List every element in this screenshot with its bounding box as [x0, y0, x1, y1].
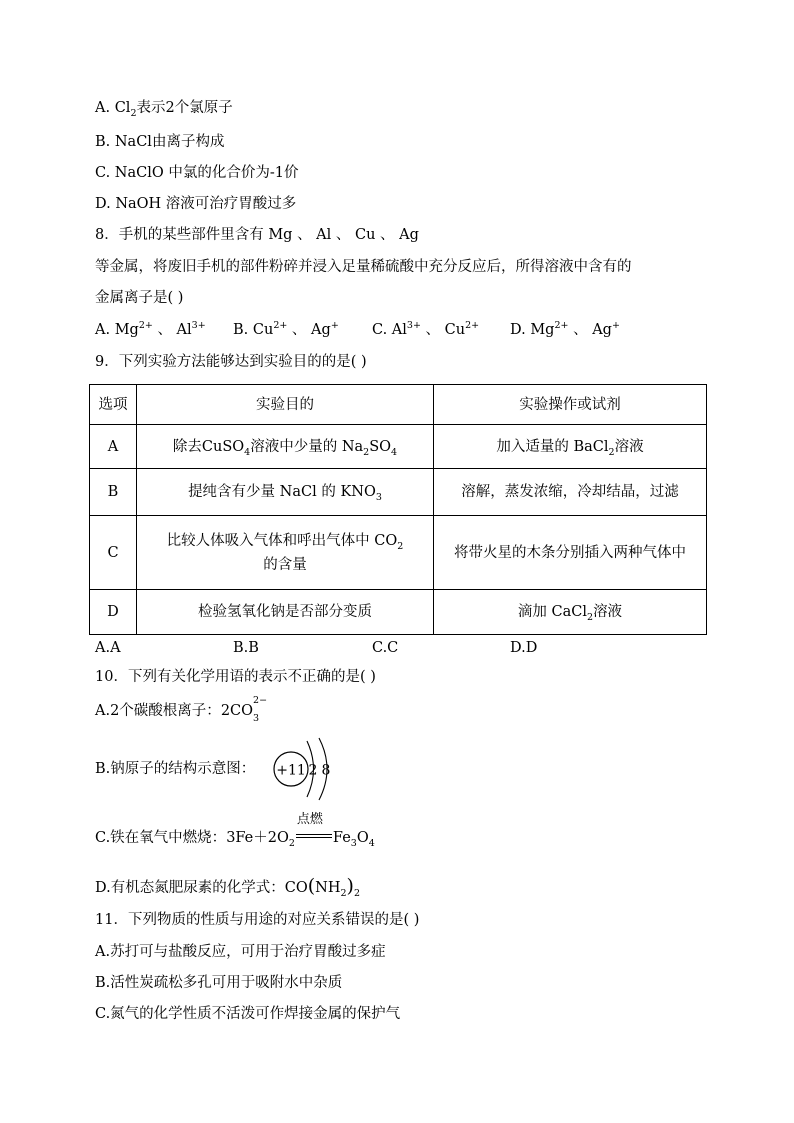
header-purpose: 实验目的	[137, 385, 434, 425]
row-c-purpose: 比较人体吸入气体和呼出气体中 $CO_2$ 的含量	[137, 516, 434, 590]
shell-2-electrons: 8	[321, 762, 331, 779]
q9-answer-b: B.B	[233, 640, 259, 656]
row-d-purpose: 检验氢氧化钠是否部分变质	[137, 590, 434, 635]
q8-option-c: C. $Al^{3+}$ 、 $Cu^{2+}$	[372, 320, 480, 338]
q8-stem-line1: 8．手机的某些部件里含有 Mg 、 Al 、 Cu 、 Ag	[95, 227, 419, 243]
q10-stem: 10．下列有关化学用语的表示不正确的是( )	[95, 669, 376, 685]
row-a-operation: 加入适量的 BaCl$_2$溶液	[434, 425, 707, 469]
q9-stem: 9．下列实验方法能够达到实验目的的是( )	[95, 354, 367, 370]
header-option: 选项	[90, 385, 137, 425]
row-a-option: A	[90, 425, 137, 469]
nucleus-charge: +11	[276, 762, 306, 779]
q8-stem-line2: 等金属，将废旧手机的部件粉碎并浸入足量稀硫酸中充分反应后，所得溶液中含有的	[95, 259, 632, 275]
q10-option-a: A.2个碳酸根离子：2CO 2− 3	[95, 695, 268, 724]
q10-option-c: C.铁在氧气中燃烧：$3Fe+2O_2$ 点燃 $Fe_3O_4$	[95, 812, 375, 849]
q9-answer-a: A.A	[95, 640, 121, 656]
row-b-option: B	[90, 469, 137, 516]
row-a-purpose: 除去CuSO$_4$溶液中少量的 $Na_2SO_4$	[137, 425, 434, 469]
q10-option-b-label: B.钠原子的结构示意图：	[95, 761, 256, 777]
q11-option-a: A.苏打可与盐酸反应，可用于治疗胃酸过多症	[95, 944, 386, 960]
q7-option-b: B. NaCl由离子构成	[95, 134, 225, 150]
q9-experiment-table	[89, 384, 707, 635]
q10-option-d: D.有机态氮肥尿素的化学式：$CO(NH_2)_2$	[95, 875, 360, 899]
q8-option-d: D. $Mg^{2+}$ 、 Ag+	[510, 320, 620, 338]
reaction-condition: 点燃	[296, 812, 323, 827]
row-d-operation: 滴加 CaCl$_2$溶液	[434, 590, 707, 635]
table-row	[90, 516, 707, 590]
table-row	[90, 425, 707, 469]
row-c-option: C	[90, 516, 137, 590]
shell-1-electrons: 2	[308, 762, 318, 779]
q7-option-d: D. NaOH 溶液可治疗胃酸过多	[95, 196, 297, 212]
q8-stem-line3: 金属离子是( )	[95, 290, 184, 306]
row-b-purpose: 提纯含有少量 NaCl 的 $KNO_3$	[137, 469, 434, 516]
q7-option-c: C. NaClO 中氯的化合价为-1价	[95, 165, 299, 181]
table-row	[90, 469, 707, 516]
row-c-operation: 将带火星的木条分别插入两种气体中	[434, 516, 707, 590]
row-d-option: D	[90, 590, 137, 635]
header-operation: 实验操作或试剂	[434, 385, 707, 425]
table-row	[90, 590, 707, 635]
q8-option-a: A. $Mg^{2+}$ 、 $Al^{3+}$	[95, 320, 206, 338]
q8-option-b: B. $Cu^{2+}$ 、 Ag+	[233, 320, 339, 338]
q11-stem: 11．下列物质的性质与用途的对应关系错误的是( )	[95, 912, 420, 928]
reaction-arrow	[295, 812, 333, 848]
q7-option-a: A. $Cl_2$表示2个氯原子	[95, 100, 233, 119]
row-b-operation: 溶解，蒸发浓缩，冷却结晶，过滤	[434, 469, 707, 516]
sodium-atom-diagram	[270, 734, 340, 804]
q11-option-b: B.活性炭疏松多孔可用于吸附水中杂质	[95, 975, 343, 991]
table-header-row	[90, 385, 707, 425]
q9-answer-d: D.D	[510, 640, 538, 656]
q11-option-c: C.氮气的化学性质不活泼可作焊接金属的保护气	[95, 1006, 401, 1022]
q9-answer-c: C.C	[372, 640, 399, 656]
